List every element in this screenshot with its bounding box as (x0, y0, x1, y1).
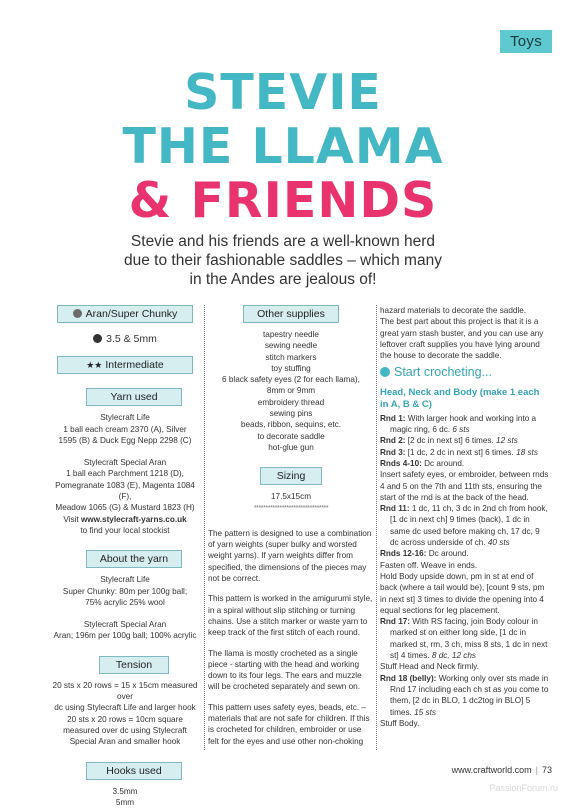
yarn-weight-box: Aran/Super Chunky (57, 305, 193, 323)
column-materials: Aran/Super Chunky 3.5 & 5mm ★★ Intermediate Yarn used Stylecraft Life 1 ball each cream 2370 (A), Silver 1595 (B) & Duck Egg Nepp 2298 (C) Stylecraft Special Aran 1 ball each Parchment 1218 (D), Pomegranate 1083 (E), Magenta 1084 (F), Meadow 1065 (G) & Mustard 1823 (H) Visit www.stylecraft-yarns.co.uk to find your local stockist About the yarn Stylecraft Life Super Chunky: 80m per 100g ball; 75% acrylic 25% wool Stylecraft Special Aran Aran; 196m per 100g ball; 100% acrylic Tension 20 sts x 20 rows = 15 x 15cm measured over dc using Stylecraft Life and larger hook 20 sts x 20 rows = 10cm square measured over dc using Stylecraft Special Aran and smaller hook Hooks used 3.5mm 5mm (50, 305, 200, 808)
section-tag: Toys (500, 30, 552, 53)
instruction-text: Stuff Head and Neck firmly. (380, 662, 479, 672)
instruction-text: Stuff Body. (380, 718, 420, 728)
hook-bullet-icon (380, 367, 390, 377)
column-pattern (380, 305, 550, 729)
pattern-round: Rnd 3: [1 dc, 2 dc in next st] 6 times. 18 sts (380, 447, 538, 457)
yarn-list-2: Stylecraft Special Aran 1 ball each Parchment 1218 (D), Pomegranate 1083 (E), Magenta 1084 (F), Meadow 1065 (G) & Mustard 1823 (H) (55, 458, 195, 513)
sizing-value: 17.5x15cm (270, 492, 312, 502)
about-yarn-header: About the yarn (86, 550, 182, 568)
pattern-round: Rnds 12-16: Dc around. (380, 549, 469, 559)
hooks-used-header: Hooks used (86, 762, 182, 780)
pattern-round: Rnd 2: [2 dc in next st] 6 times. 12 sts (380, 436, 518, 446)
yarn-list-1: Stylecraft Life 1 ball each cream 2370 (A), Silver 1595 (B) & Duck Egg Nepp 2298 (C) (58, 413, 192, 445)
note-paragraph: The llama is mostly crocheted as a single piece - starting with the head and working down to its four legs. The ears and muzzle will be crocheted separately and sewn on. (208, 648, 362, 692)
page-footer: www.craftworld.com | 73 (451, 765, 552, 775)
yarn-used-header: Yarn used (86, 388, 182, 406)
yarn-ball-icon (73, 309, 82, 318)
start-crocheting-heading: Start crocheting... (380, 367, 550, 378)
column-divider-2 (376, 305, 377, 750)
title-line-1: STEVIE (184, 64, 382, 121)
note-paragraph: This pattern uses safety eyes, beads, etc. – materials that are not safe for children. If this is crocheted for children, embroider or use felt for the eyes and use other non-choking (208, 702, 370, 746)
pattern-round: Rnd 1: With larger hook and working into a magic ring, 6 dc. 6 sts (380, 413, 537, 435)
about-yarn-2: Stylecraft Special Aran Aran; 196m per 100g ball; 100% acrylic (53, 620, 197, 641)
tension-text: 20 sts x 20 rows = 15 x 15cm measured over dc using Stylecraft Life and larger hook 20 sts x 20 rows = 10cm square measured over dc using Stylecraft Special Aran and smaller hook (52, 680, 198, 747)
stockist-link[interactable]: www.stylecraft-yarns.co.uk (80, 514, 187, 524)
title-line-2: THE LLAMA (122, 118, 444, 175)
supplies-list: tapestry needle sewing needle stitch markers toy stuffing 6 black safety eyes (2 for each llama), 8mm or 9mm embroidery thread sewing pins beads, ribbon, sequins, etc. to decorate saddle hot-glue gun (222, 330, 360, 452)
title-line-3: & FRIENDS (128, 172, 438, 229)
intro-text: Stevie and his friends are a well-known herd due to their fashionable saddles – which many in the Andes are jealous of! (124, 233, 442, 288)
pattern-round: Rnd 18 (belly): Working only over sts made in Rnd 17 including each ch st as you come to them, [2 dc in BLO, 1 dc2tog in BLO] 5 times. 15 sts (380, 673, 549, 717)
tension-header: Tension (99, 656, 169, 674)
column-divider-1 (204, 305, 205, 750)
note-paragraph: This pattern is worked in the amigurumi style, in a spiral without slip stitching or turning chains. Use a stitch marker or waste yarn to keep track of the first stitch of each round. (208, 594, 373, 638)
stars-separator: ******************************** (253, 504, 329, 512)
pattern-round: Rnds 4-10: Dc around. (380, 458, 465, 468)
skill-stars-icon: ★★ (86, 360, 103, 371)
instruction-text: Hold Body upside down, pm in st at end of back (where a tail would be), [count 9 sts, pm in next st] 3 times to divide the opening into 4 equal sections for leg placement. (380, 571, 545, 615)
hooks-list: 3.5mm 5mm (112, 786, 138, 807)
instruction-text: Insert safety eyes, or embroider, between rnds 4 and 5 on the 7th and 11th sts, ensuring the start of the rnd is at the back of the head. (380, 470, 549, 502)
pattern-round: Rnd 17: With RS facing, join Body colour in marked st on either long side, [1 dc in marked st, rm, 3 ch, miss 8 sts, 1 dc in next st] 4 times. 8 dc, 12 chs (380, 617, 548, 661)
head-neck-body-heading: Head, Neck and Body (make 1 each in A, B & C) (380, 386, 540, 410)
footer-site-link[interactable]: www.craftworld.com (451, 765, 532, 775)
continued-text: hazard materials to decorate the saddle. (380, 306, 527, 315)
note-paragraph: The pattern is designed to use a combination of yarn weights (super bulky and worsted weight yarns). If yarn weights differ from specified, the dimensions of the pieces may not be correct. (208, 528, 372, 584)
column-supplies (208, 305, 374, 756)
hook-size: 3.5 & 5mm (50, 334, 200, 345)
continued-text: The best part about this project is that it is a great yarn stash buster, and you can use any leftover craft supplies you have lying around the house to decorate the saddle. (380, 317, 544, 361)
watermark: PassionForum.ru (489, 783, 558, 793)
stockist-line: Visit www.stylecraft-yarns.co.uk (63, 514, 187, 524)
about-yarn-1: Stylecraft Life Super Chunky: 80m per 100g ball; 75% acrylic 25% wool (62, 575, 188, 607)
sizing-header: Sizing (260, 467, 322, 485)
article-title (0, 66, 566, 228)
hook-icon (93, 334, 102, 343)
page-number: 73 (541, 765, 552, 775)
skill-level-box: ★★ Intermediate (57, 356, 193, 374)
other-supplies-header: Other supplies (243, 305, 339, 323)
instruction-text: Fasten off. Weave in ends. (380, 560, 478, 570)
pattern-round: Rnd 11: 1 dc, 11 ch, 3 dc in 2nd ch from hook, [1 dc in next ch] 9 times (back), 1 dc in same dc used before making ch, 17 dc, 9 dc across underside of ch. 40 sts (380, 504, 548, 548)
